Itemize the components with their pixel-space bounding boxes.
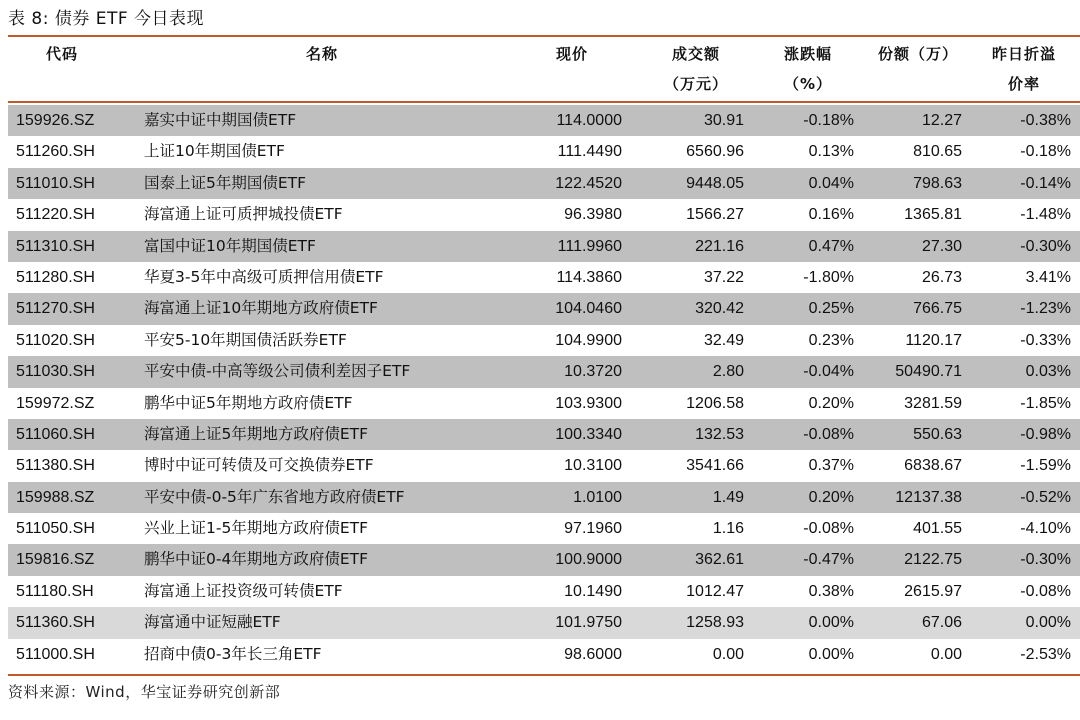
cell-premium: -1.48% <box>1020 206 1071 224</box>
cell-share: 401.55 <box>913 520 962 538</box>
cell-price: 100.3340 <box>555 425 622 443</box>
cell-price: 10.3100 <box>564 457 622 475</box>
cell-volume: 1.16 <box>712 520 744 538</box>
cell-premium: -0.38% <box>1020 112 1071 129</box>
table-caption: 表 8: 债券 ETF 今日表现 <box>8 9 205 29</box>
table-row <box>8 199 1080 230</box>
cell-share: 810.65 <box>913 143 962 161</box>
header-volume <box>664 39 728 99</box>
cell-change: 0.16% <box>808 206 854 224</box>
cell-share: 67.06 <box>921 614 962 632</box>
cell-code: 511050.SH <box>16 520 95 538</box>
cell-share: 12137.38 <box>895 488 962 506</box>
cell-share: 6838.67 <box>904 457 962 475</box>
table-row <box>8 168 1080 199</box>
cell-code: 159988.SZ <box>16 488 95 506</box>
table-row <box>8 482 1080 513</box>
table-row <box>8 325 1080 356</box>
cell-change: -0.08% <box>803 520 854 538</box>
cell-name: 海富通上证投资级可转债ETF <box>144 581 343 600</box>
cell-code: 511180.SH <box>16 582 94 600</box>
cell-name: 海富通中证短融ETF <box>144 613 281 632</box>
cell-change: -1.80% <box>803 268 854 286</box>
cell-price: 10.1490 <box>564 582 622 600</box>
header-premium-line1: 昨日折溢 <box>992 45 1057 63</box>
cell-premium: -0.98% <box>1020 425 1071 443</box>
cell-share: 12.27 <box>921 112 962 129</box>
cell-price: 100.9000 <box>555 551 622 569</box>
cell-change: 0.00% <box>808 645 854 663</box>
source-note: 资料来源：Wind，华宝证券研究创新部 <box>8 683 281 701</box>
cell-price: 98.6000 <box>564 645 622 663</box>
cell-share: 766.75 <box>913 300 962 318</box>
cell-price: 122.4520 <box>555 174 622 192</box>
cell-code: 511280.SH <box>16 268 95 286</box>
cell-premium: -0.52% <box>1020 488 1071 506</box>
cell-premium: -0.30% <box>1020 237 1071 255</box>
cell-share: 27.30 <box>921 237 962 255</box>
cell-share: 2615.97 <box>904 582 962 600</box>
cell-change: 0.13% <box>808 143 854 161</box>
cell-volume: 9448.05 <box>686 174 744 192</box>
cell-volume: 1258.93 <box>686 614 744 632</box>
cell-change: 0.20% <box>808 488 854 506</box>
cell-code: 511060.SH <box>16 425 95 443</box>
cell-change: 0.23% <box>808 331 854 349</box>
table-row <box>8 105 1080 136</box>
cell-name: 海富通上证5年期地方政府债ETF <box>144 424 369 443</box>
header-change-line2: （%） <box>784 75 833 93</box>
cell-name: 平安中债-中高等级公司债利差因子ETF <box>144 362 411 381</box>
cell-name: 嘉实中证中期国债ETF <box>144 111 297 129</box>
cell-name: 招商中债0-3年长三角ETF <box>144 644 322 663</box>
cell-code: 511270.SH <box>16 300 95 318</box>
cell-premium: 0.00% <box>1025 614 1071 632</box>
header-volume-line2: （万元） <box>664 75 729 93</box>
cell-volume: 1566.27 <box>686 206 744 224</box>
cell-change: 0.47% <box>808 237 854 255</box>
cell-premium: -0.18% <box>1020 143 1071 161</box>
table-row <box>8 607 1080 638</box>
table-row <box>8 639 1080 670</box>
header-name: 名称 <box>306 45 339 63</box>
cell-name: 鹏华中证5年期地方政府债ETF <box>144 393 353 412</box>
cell-name: 鹏华中证0-4年期地方政府债ETF <box>144 550 368 569</box>
table-row <box>8 231 1080 262</box>
cell-volume: 30.91 <box>703 112 744 129</box>
cell-price: 103.9300 <box>555 394 622 412</box>
cell-volume: 0.00 <box>712 645 744 663</box>
cell-share: 550.63 <box>913 425 962 443</box>
cell-code: 511000.SH <box>16 645 95 663</box>
cell-premium: 3.41% <box>1025 268 1071 286</box>
header-share: 份额（万） <box>878 45 959 63</box>
cell-volume: 362.61 <box>695 551 744 569</box>
cell-code: 511360.SH <box>16 614 95 632</box>
cell-share: 26.73 <box>921 268 962 286</box>
cell-code: 511310.SH <box>16 237 95 255</box>
cell-name: 海富通上证可质押城投债ETF <box>144 205 343 224</box>
cell-premium: -0.30% <box>1020 551 1071 569</box>
header-volume-line1: 成交额 <box>672 45 721 63</box>
cell-code: 159926.SZ <box>16 112 95 129</box>
header-premium-line2: 价率 <box>1008 75 1041 93</box>
bottom-rule <box>8 674 1080 676</box>
cell-share: 3281.59 <box>904 394 962 412</box>
table-row <box>8 576 1080 607</box>
cell-volume: 37.22 <box>703 268 744 286</box>
cell-name: 平安中债-0-5年广东省地方政府债ETF <box>144 487 405 506</box>
cell-volume: 2.80 <box>712 363 744 381</box>
table-row <box>8 356 1080 387</box>
cell-code: 511220.SH <box>16 206 95 224</box>
cell-name: 上证10年期国债ETF <box>144 142 285 161</box>
header-price: 现价 <box>556 45 589 63</box>
cell-volume: 320.42 <box>695 300 744 318</box>
cell-change: -0.04% <box>803 363 854 381</box>
table-row <box>8 262 1080 293</box>
cell-change: 0.20% <box>808 394 854 412</box>
header-premium <box>992 39 1056 99</box>
cell-change: 0.04% <box>808 174 854 192</box>
cell-volume: 221.16 <box>695 237 744 255</box>
cell-price: 1.0100 <box>573 488 622 506</box>
cell-premium: -4.10% <box>1020 520 1071 538</box>
cell-share: 1120.17 <box>905 331 962 349</box>
cell-price: 111.9960 <box>557 237 622 255</box>
cell-price: 111.4490 <box>557 143 622 161</box>
cell-premium: -0.33% <box>1020 331 1071 349</box>
cell-price: 96.3980 <box>564 206 622 224</box>
cell-price: 10.3720 <box>564 363 622 381</box>
cell-change: 0.38% <box>808 582 854 600</box>
cell-price: 101.9750 <box>555 614 622 632</box>
cell-price: 104.9900 <box>555 331 622 349</box>
cell-premium: -1.85% <box>1020 394 1071 412</box>
cell-volume: 1.49 <box>712 488 744 506</box>
cell-change: -0.08% <box>803 425 854 443</box>
cell-volume: 1012.47 <box>686 582 744 600</box>
cell-code: 159816.SZ <box>16 551 95 569</box>
cell-volume: 132.53 <box>695 425 744 443</box>
table-row <box>8 419 1080 450</box>
cell-name: 国泰上证5年期国债ETF <box>144 173 307 192</box>
cell-premium: -2.53% <box>1020 645 1071 663</box>
header-code: 代码 <box>46 45 79 63</box>
cell-premium: -0.08% <box>1020 582 1071 600</box>
cell-code: 159972.SZ <box>16 394 95 412</box>
cell-price: 97.1960 <box>564 520 622 538</box>
cell-name: 博时中证可转债及可交换债券ETF <box>144 456 374 475</box>
cell-share: 50490.71 <box>895 363 962 381</box>
cell-premium: -1.59% <box>1020 457 1071 475</box>
cell-name: 华夏3-5年中高级可质押信用债ETF <box>144 267 384 286</box>
cell-premium: -1.23% <box>1020 300 1071 318</box>
table-row <box>8 388 1080 419</box>
cell-change: 0.00% <box>808 614 854 632</box>
table-body <box>8 105 1080 670</box>
cell-code: 511020.SH <box>16 331 95 349</box>
cell-share: 798.63 <box>913 174 962 192</box>
cell-share: 0.00 <box>930 645 962 663</box>
cell-change: 0.25% <box>808 300 854 318</box>
table-row <box>8 293 1080 324</box>
cell-volume: 3541.66 <box>686 457 744 475</box>
table-row <box>8 513 1080 544</box>
cell-price: 114.0000 <box>556 112 622 129</box>
cell-code: 511010.SH <box>16 174 95 192</box>
cell-premium: -0.14% <box>1020 174 1071 192</box>
table-row <box>8 450 1080 481</box>
cell-price: 114.3860 <box>556 268 622 286</box>
header-change-line1: 涨跌幅 <box>784 45 833 63</box>
cell-change: 0.37% <box>808 457 854 475</box>
cell-code: 511030.SH <box>16 363 95 381</box>
cell-premium: 0.03% <box>1025 363 1071 381</box>
cell-code: 511260.SH <box>16 143 95 161</box>
header-rule <box>8 101 1080 103</box>
cell-name: 平安5-10年期国债活跃券ETF <box>144 330 347 349</box>
cell-price: 104.0460 <box>555 300 622 318</box>
cell-code: 511380.SH <box>16 457 95 475</box>
cell-name: 海富通上证10年期地方政府债ETF <box>144 299 378 318</box>
cell-volume: 6560.96 <box>686 143 744 161</box>
cell-share: 1365.81 <box>904 206 962 224</box>
cell-change: -0.18% <box>803 112 854 129</box>
cell-change: -0.47% <box>803 551 854 569</box>
table-row <box>8 544 1080 575</box>
cell-share: 2122.75 <box>904 551 962 569</box>
table-header <box>8 37 1080 100</box>
cell-volume: 32.49 <box>703 331 744 349</box>
cell-name: 富国中证10年期国债ETF <box>144 236 316 255</box>
cell-volume: 1206.58 <box>686 394 744 412</box>
header-change <box>784 39 832 99</box>
cell-name: 兴业上证1-5年期地方政府债ETF <box>144 519 368 538</box>
table-row <box>8 136 1080 167</box>
